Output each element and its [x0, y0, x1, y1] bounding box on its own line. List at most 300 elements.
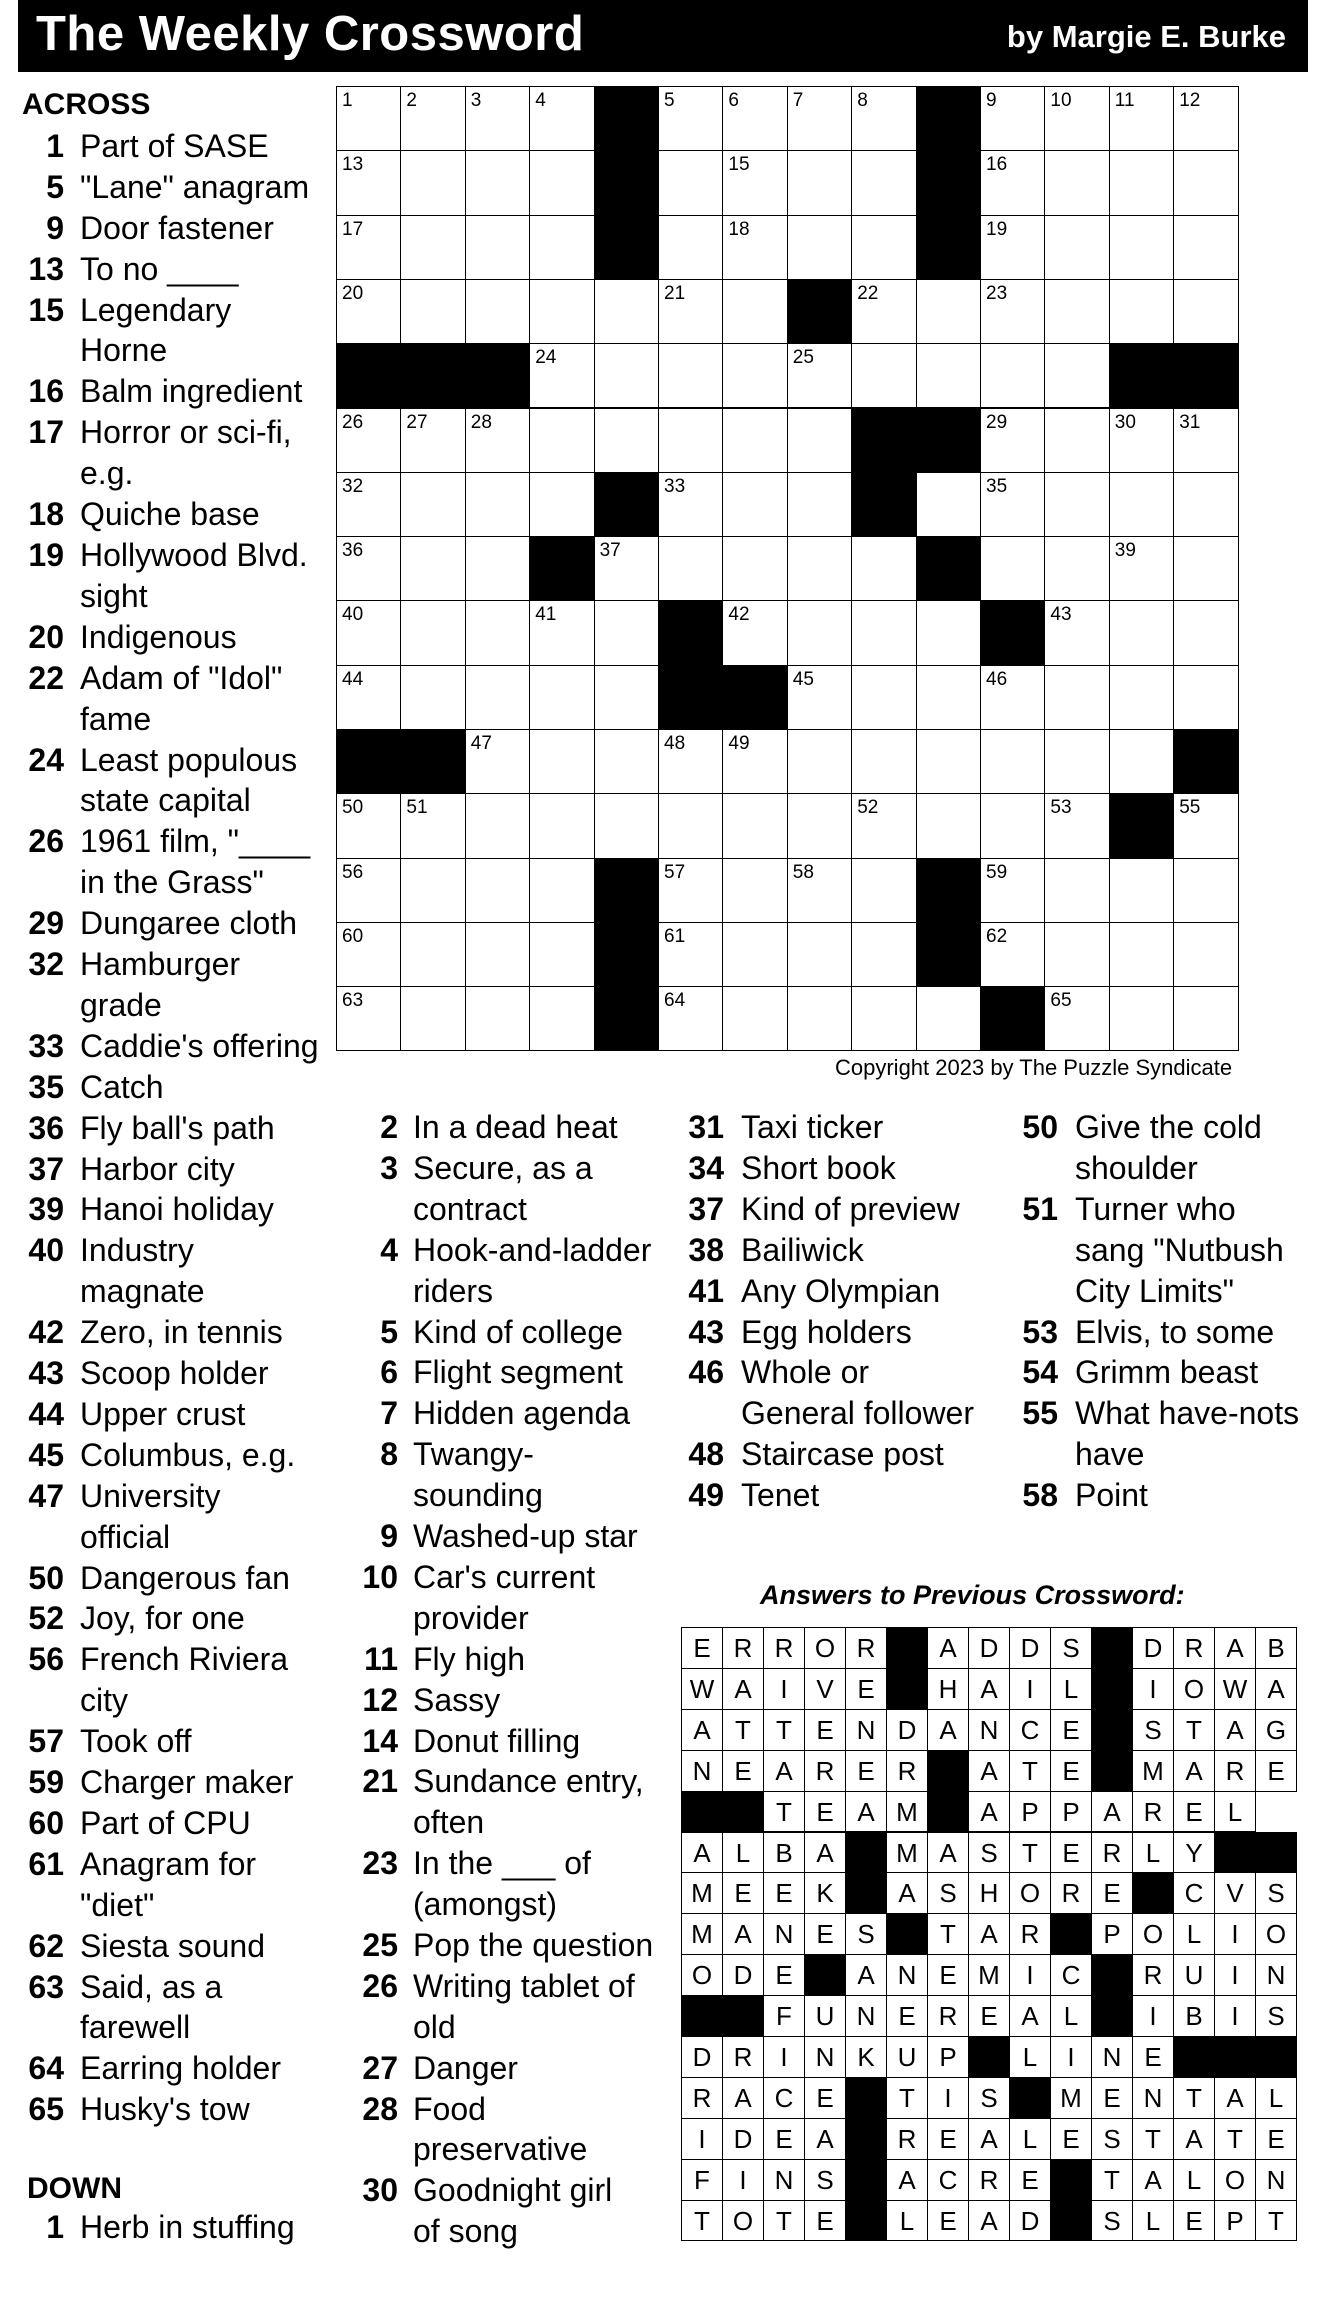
clue-text: grade: [80, 986, 162, 1023]
cell-number: 4: [535, 90, 546, 111]
grid-cell[interactable]: [658, 536, 723, 601]
clue-text: French Riviera: [80, 1641, 289, 1678]
grid-cell[interactable]: [336, 986, 401, 1051]
clue-text: state capital: [80, 782, 251, 819]
cell-number: 19: [986, 218, 1008, 240]
grid-cell[interactable]: [1173, 600, 1238, 665]
cell-number: 36: [342, 540, 364, 562]
grid-cell[interactable]: [916, 665, 981, 730]
grid-cell[interactable]: [722, 793, 787, 858]
grid-cell[interactable]: [465, 600, 530, 665]
answer-cell: E: [1009, 2159, 1051, 2201]
grid-cell[interactable]: [787, 922, 852, 987]
grid-cell[interactable]: [529, 729, 594, 794]
answer-cell: A: [804, 2118, 846, 2160]
grid-cell[interactable]: [1173, 858, 1238, 923]
grid-cell[interactable]: [916, 472, 981, 537]
grid-cell[interactable]: [1044, 793, 1109, 858]
clue-number: 5: [380, 1313, 398, 1350]
cell-number: 43: [1050, 604, 1072, 626]
cell-number: 13: [342, 154, 364, 176]
answer-cell: A: [968, 1668, 1010, 1710]
grid-cell[interactable]: [722, 858, 787, 923]
grid-cell[interactable]: [1173, 922, 1238, 987]
grid-block: [594, 215, 659, 280]
clue-number: 63: [28, 1968, 64, 2005]
clue-text: Part of SASE: [80, 128, 269, 164]
cell-number: 10: [1050, 90, 1072, 111]
answer-cell: T: [1091, 2159, 1133, 2201]
grid-cell[interactable]: [851, 793, 916, 858]
grid-cell[interactable]: [1044, 472, 1109, 537]
answer-cell: E: [763, 1872, 805, 1914]
grid-cell[interactable]: [722, 150, 787, 215]
answer-cell: O: [1255, 1913, 1297, 1955]
grid-cell[interactable]: [851, 215, 916, 280]
grid-cell[interactable]: [658, 279, 723, 344]
grid-cell[interactable]: [1173, 665, 1238, 730]
answer-cell: T: [681, 2200, 723, 2242]
answer-cell: R: [927, 1995, 969, 2037]
clue-text: often: [413, 1804, 485, 1841]
grid-cell[interactable]: [916, 729, 981, 794]
grid-cell[interactable]: [400, 600, 465, 665]
grid-cell[interactable]: [980, 922, 1045, 987]
answer-cell: C: [763, 2077, 805, 2119]
grid-cell[interactable]: [1173, 150, 1238, 215]
grid-cell[interactable]: [465, 665, 530, 730]
answer-cell: E: [804, 2200, 846, 2242]
grid-cell[interactable]: [851, 858, 916, 923]
grid-cell[interactable]: [658, 922, 723, 987]
answer-cell: A: [722, 1668, 764, 1710]
grid-cell[interactable]: [465, 922, 530, 987]
grid-cell[interactable]: [336, 472, 401, 537]
grid-cell[interactable]: [465, 858, 530, 923]
grid-cell[interactable]: [529, 472, 594, 537]
clue-text: Hook-and-ladder: [413, 1231, 652, 1268]
answer-cell: E: [804, 1913, 846, 1955]
grid-cell[interactable]: [1109, 408, 1174, 473]
grid-cell[interactable]: [658, 986, 723, 1051]
grid-cell[interactable]: [336, 408, 401, 473]
clue-number: 23: [362, 1845, 398, 1882]
clue-number: 24: [28, 741, 64, 778]
answer-cell: K: [845, 2036, 887, 2078]
clue-text: Hamburger: [80, 946, 241, 982]
grid-cell[interactable]: [722, 922, 787, 987]
clue-text: Egg holders: [741, 1313, 912, 1350]
answer-cell: N: [845, 1995, 887, 2037]
cell-number: 45: [792, 668, 814, 690]
grid-cell[interactable]: [1173, 215, 1238, 280]
grid-cell[interactable]: [980, 793, 1045, 858]
grid-cell[interactable]: [1044, 858, 1109, 923]
grid-block: [465, 343, 530, 408]
grid-cell[interactable]: [1044, 729, 1109, 794]
grid-cell[interactable]: [658, 729, 723, 794]
clue-text: Car's current: [413, 1558, 596, 1595]
grid-cell[interactable]: [722, 408, 787, 473]
grid-block: [851, 408, 916, 473]
grid-cell[interactable]: [787, 472, 852, 537]
grid-cell[interactable]: [722, 472, 787, 537]
grid-cell[interactable]: [722, 729, 787, 794]
grid-cell[interactable]: [787, 729, 852, 794]
grid-cell[interactable]: [787, 665, 852, 730]
grid-cell[interactable]: [465, 986, 530, 1051]
grid-cell[interactable]: [1173, 279, 1238, 344]
grid-cell[interactable]: [1044, 536, 1109, 601]
grid-cell[interactable]: [980, 665, 1045, 730]
answer-cell: I: [1214, 1995, 1256, 2037]
answer-cell: E: [1050, 1750, 1092, 1792]
grid-cell[interactable]: [787, 86, 852, 151]
grid-cell[interactable]: [1109, 150, 1174, 215]
answer-cell: S: [845, 1913, 887, 1955]
grid-cell[interactable]: [1109, 665, 1174, 730]
answer-block: [1091, 1709, 1133, 1751]
clue-text: e.g.: [80, 455, 134, 492]
grid-block: [594, 472, 659, 537]
clue-text: Tenet: [741, 1477, 820, 1514]
answer-cell: B: [1255, 1627, 1297, 1669]
grid-cell[interactable]: [1044, 986, 1109, 1051]
clue-number: 55: [1022, 1395, 1058, 1432]
grid-cell[interactable]: [1044, 600, 1109, 665]
grid-cell[interactable]: [1173, 793, 1238, 858]
grid-cell[interactable]: [336, 665, 401, 730]
grid-cell[interactable]: [529, 343, 594, 408]
clue-text: Sassy: [413, 1681, 501, 1718]
grid-cell[interactable]: [1044, 215, 1109, 280]
grid-cell[interactable]: [722, 215, 787, 280]
clue-number: 29: [28, 905, 64, 942]
grid-cell[interactable]: [1044, 279, 1109, 344]
grid-cell[interactable]: [658, 858, 723, 923]
grid-cell[interactable]: [916, 279, 981, 344]
answer-cell: W: [1214, 1668, 1256, 1710]
answer-cell: N: [845, 1709, 887, 1751]
grid-cell[interactable]: [465, 536, 530, 601]
crossword-grid[interactable]: [336, 86, 1238, 1051]
answer-cell: E: [927, 2200, 969, 2242]
cell-number: 27: [406, 411, 428, 433]
cell-number: 58: [792, 861, 814, 883]
answer-cell: R: [1050, 1872, 1092, 1914]
grid-cell[interactable]: [787, 858, 852, 923]
grid-cell[interactable]: [722, 343, 787, 408]
answer-cell: D: [1009, 2200, 1051, 2242]
cell-number: 17: [342, 218, 364, 240]
puzzle-title: The Weekly Crossword: [36, 7, 585, 61]
grid-cell[interactable]: [336, 215, 401, 280]
grid-cell[interactable]: [465, 472, 530, 537]
grid-cell[interactable]: [400, 793, 465, 858]
grid-cell[interactable]: [1173, 86, 1238, 151]
grid-cell[interactable]: [916, 343, 981, 408]
grid-cell[interactable]: [1044, 665, 1109, 730]
grid-cell[interactable]: [336, 86, 401, 151]
grid-cell[interactable]: [1109, 858, 1174, 923]
clue-number: 25: [362, 1927, 398, 1963]
clue-text: Danger: [413, 2049, 518, 2086]
clue-text: Least populous: [80, 741, 298, 778]
answer-cell: I: [722, 2159, 764, 2201]
clue-text: Upper crust: [80, 1395, 246, 1432]
grid-cell[interactable]: [400, 86, 465, 151]
grid-cell[interactable]: [336, 600, 401, 665]
grid-block: [980, 600, 1045, 665]
grid-cell[interactable]: [529, 150, 594, 215]
grid-cell[interactable]: [529, 215, 594, 280]
answer-cell: A: [763, 1750, 805, 1792]
grid-cell[interactable]: [1109, 600, 1174, 665]
answer-cell: A: [1132, 2159, 1174, 2201]
grid-cell[interactable]: [658, 150, 723, 215]
grid-cell[interactable]: [336, 279, 401, 344]
cell-number: 2: [406, 90, 417, 111]
answer-block: [1255, 2036, 1297, 2078]
grid-cell[interactable]: [1173, 408, 1238, 473]
clue-text: city: [80, 1682, 128, 1719]
answer-cell: G: [1255, 1709, 1297, 1751]
grid-cell[interactable]: [529, 408, 594, 473]
grid-cell[interactable]: [722, 279, 787, 344]
clue-number: 57: [28, 1723, 64, 1760]
grid-cell[interactable]: [851, 343, 916, 408]
grid-cell[interactable]: [658, 472, 723, 537]
grid-cell[interactable]: [1109, 729, 1174, 794]
clue-text: Secure, as a: [413, 1149, 593, 1186]
answer-cell: I: [1009, 1668, 1051, 1710]
grid-cell[interactable]: [851, 729, 916, 794]
grid-cell[interactable]: [1044, 408, 1109, 473]
grid-cell[interactable]: [336, 150, 401, 215]
answer-block: [1091, 1627, 1133, 1669]
grid-cell[interactable]: [465, 408, 530, 473]
answer-cell: T: [763, 1791, 805, 1833]
clue-text: Horne: [80, 332, 168, 369]
grid-cell[interactable]: [594, 729, 659, 794]
clue-text: Any Olympian: [741, 1272, 941, 1309]
grid-cell[interactable]: [980, 279, 1045, 344]
grid-cell[interactable]: [594, 600, 659, 665]
answer-cell: R: [763, 1627, 805, 1669]
clue-text: Adam of "Idol": [80, 659, 283, 696]
grid-cell[interactable]: [336, 858, 401, 923]
grid-cell[interactable]: [1044, 922, 1109, 987]
grid-cell[interactable]: [594, 408, 659, 473]
grid-cell[interactable]: [722, 600, 787, 665]
grid-cell[interactable]: [529, 922, 594, 987]
grid-cell[interactable]: [851, 986, 916, 1051]
grid-cell[interactable]: [980, 86, 1045, 151]
grid-cell[interactable]: [400, 279, 465, 344]
grid-cell[interactable]: [980, 150, 1045, 215]
answer-cell: A: [1091, 1791, 1133, 1833]
clue-text: Zero, in tennis: [80, 1314, 283, 1351]
grid-cell[interactable]: [980, 472, 1045, 537]
grid-cell[interactable]: [465, 729, 530, 794]
grid-cell[interactable]: [529, 793, 594, 858]
clue-number: 20: [28, 618, 64, 655]
grid-cell[interactable]: [400, 408, 465, 473]
grid-cell[interactable]: [400, 536, 465, 601]
answer-cell: E: [722, 1750, 764, 1792]
cell-number: 8: [857, 90, 868, 111]
grid-cell[interactable]: [400, 858, 465, 923]
grid-cell[interactable]: [1109, 536, 1174, 601]
clue-text: magnate: [80, 1273, 205, 1310]
grid-cell[interactable]: [851, 279, 916, 344]
grid-cell[interactable]: [1109, 986, 1174, 1051]
grid-cell[interactable]: [1044, 343, 1109, 408]
answer-cell: D: [1132, 1627, 1174, 1669]
grid-cell[interactable]: [658, 215, 723, 280]
grid-cell[interactable]: [787, 343, 852, 408]
grid-cell[interactable]: [336, 922, 401, 987]
answer-cell: R: [681, 2077, 723, 2119]
grid-cell[interactable]: [851, 86, 916, 151]
grid-cell[interactable]: [465, 279, 530, 344]
grid-cell[interactable]: [851, 150, 916, 215]
grid-cell[interactable]: [916, 986, 981, 1051]
clue-number: 30: [362, 2172, 398, 2209]
clue-text: shoulder: [1075, 1149, 1198, 1186]
clue-text: Quiche base: [80, 496, 260, 533]
grid-cell[interactable]: [1109, 215, 1174, 280]
grid-cell[interactable]: [722, 536, 787, 601]
grid-cell[interactable]: [851, 600, 916, 665]
grid-cell[interactable]: [980, 408, 1045, 473]
clue-number: 9: [46, 209, 64, 246]
cell-number: 32: [342, 475, 364, 497]
answer-cell: T: [1173, 2077, 1215, 2119]
cell-number: 51: [406, 797, 428, 819]
clue-number: 7: [380, 1395, 398, 1432]
grid-cell[interactable]: [722, 86, 787, 151]
answer-cell: M: [1132, 1750, 1174, 1792]
clue-text: Charger maker: [80, 1764, 294, 1800]
grid-cell[interactable]: [594, 536, 659, 601]
grid-cell[interactable]: [980, 536, 1045, 601]
grid-cell[interactable]: [1044, 86, 1109, 151]
answer-cell: E: [1173, 2200, 1215, 2242]
grid-cell[interactable]: [980, 729, 1045, 794]
grid-cell[interactable]: [594, 665, 659, 730]
grid-cell[interactable]: [1173, 472, 1238, 537]
grid-cell[interactable]: [529, 279, 594, 344]
grid-cell[interactable]: [529, 86, 594, 151]
grid-cell[interactable]: [529, 858, 594, 923]
grid-cell[interactable]: [851, 922, 916, 987]
grid-cell[interactable]: [529, 986, 594, 1051]
answer-cell: R: [722, 1627, 764, 1669]
grid-cell[interactable]: [465, 793, 530, 858]
cell-number: 53: [1050, 797, 1072, 819]
clue-text: Dungaree cloth: [80, 905, 298, 942]
cell-number: 47: [470, 733, 492, 754]
grid-cell[interactable]: [787, 986, 852, 1051]
grid-cell[interactable]: [787, 408, 852, 473]
answer-cell: P: [927, 2036, 969, 2078]
grid-cell[interactable]: [465, 86, 530, 151]
clue-number: 3: [380, 1149, 398, 1186]
grid-cell[interactable]: [980, 343, 1045, 408]
grid-cell[interactable]: [851, 536, 916, 601]
grid-cell[interactable]: [1109, 86, 1174, 151]
grid-cell[interactable]: [594, 279, 659, 344]
grid-cell[interactable]: [1173, 986, 1238, 1051]
grid-cell[interactable]: [400, 922, 465, 987]
clue-text: in the Grass": [80, 864, 264, 901]
grid-cell[interactable]: [400, 665, 465, 730]
grid-cell[interactable]: [1109, 279, 1174, 344]
clue-number: 1: [46, 2209, 64, 2245]
grid-cell[interactable]: [1173, 536, 1238, 601]
grid-cell[interactable]: [336, 793, 401, 858]
grid-cell[interactable]: [336, 536, 401, 601]
grid-cell[interactable]: [529, 665, 594, 730]
clue-number: 34: [688, 1149, 724, 1186]
grid-cell[interactable]: [1044, 150, 1109, 215]
grid-cell[interactable]: [787, 600, 852, 665]
grid-cell[interactable]: [1109, 472, 1174, 537]
grid-cell[interactable]: [916, 600, 981, 665]
grid-cell[interactable]: [400, 150, 465, 215]
grid-cell[interactable]: [1109, 922, 1174, 987]
grid-cell[interactable]: [787, 215, 852, 280]
grid-cell[interactable]: [594, 343, 659, 408]
grid-cell[interactable]: [787, 536, 852, 601]
grid-cell[interactable]: [658, 408, 723, 473]
grid-block: [1109, 343, 1174, 408]
cell-number: 60: [342, 925, 364, 947]
clue-text: Herb in stuffing: [80, 2209, 295, 2245]
grid-cell[interactable]: [594, 793, 659, 858]
grid-cell[interactable]: [465, 150, 530, 215]
grid-cell[interactable]: [980, 858, 1045, 923]
answer-cell: D: [722, 1954, 764, 1996]
grid-cell[interactable]: [787, 150, 852, 215]
grid-cell[interactable]: [400, 986, 465, 1051]
cell-number: 5: [664, 90, 675, 111]
answer-block: [845, 1872, 887, 1914]
grid-cell[interactable]: [916, 793, 981, 858]
answer-cell: D: [968, 1627, 1010, 1669]
cell-number: 6: [728, 90, 739, 111]
grid-cell[interactable]: [658, 793, 723, 858]
grid-cell[interactable]: [851, 665, 916, 730]
grid-cell[interactable]: [465, 215, 530, 280]
cell-number: 30: [1114, 411, 1136, 433]
grid-cell[interactable]: [400, 215, 465, 280]
grid-cell[interactable]: [787, 793, 852, 858]
clue-text: Twangy-: [413, 1436, 534, 1473]
grid-cell[interactable]: [980, 215, 1045, 280]
grid-cell[interactable]: [658, 86, 723, 151]
answer-block: [1214, 1832, 1256, 1874]
grid-cell[interactable]: [722, 986, 787, 1051]
grid-cell[interactable]: [529, 600, 594, 665]
grid-cell[interactable]: [658, 343, 723, 408]
answer-cell: A: [1214, 1627, 1256, 1669]
grid-cell[interactable]: [400, 472, 465, 537]
cell-number: 63: [342, 990, 364, 1012]
clue-text: provider: [413, 1599, 529, 1636]
answer-cell: M: [681, 1872, 723, 1914]
